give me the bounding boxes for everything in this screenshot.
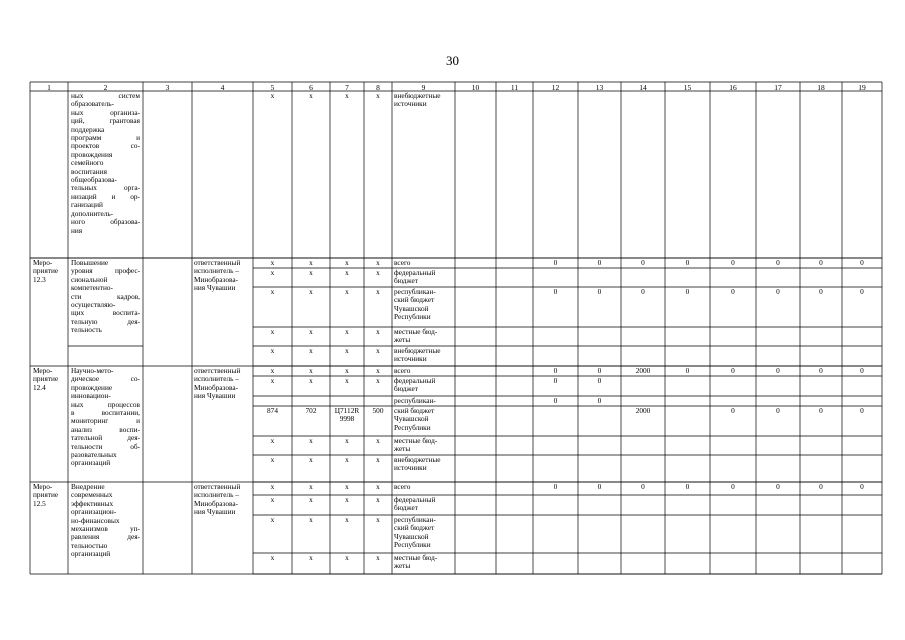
cell-funding-source-line: местные бюд- — [394, 553, 438, 562]
cell-amount: 0 — [685, 258, 690, 267]
cell-code: x — [270, 287, 275, 296]
measure-name-continued-line: провождения — [71, 149, 113, 159]
cell-code: x — [309, 455, 313, 464]
cell-code: x — [345, 91, 349, 100]
cell-code: x — [345, 366, 349, 375]
cell-amount: 0 — [597, 258, 602, 267]
measure-name-line: инновацион- — [71, 391, 111, 401]
cell-funding-source — [394, 397, 453, 405]
measure-name-continued-line: ных организа- — [71, 107, 140, 117]
cell-amount: 0 — [597, 376, 602, 385]
cell-funding-source-line: всего — [394, 482, 411, 491]
cell-funding-source-line: Чувашской — [394, 303, 429, 313]
measure-number-line: приятие — [33, 490, 59, 500]
responsible-executor — [194, 259, 251, 293]
responsible-executor-line: ния Чувашии — [194, 391, 236, 401]
responsible-executor-line: ния Чувашии — [194, 507, 236, 517]
cell-code: x — [376, 515, 380, 524]
cell-amount: 0 — [776, 258, 780, 267]
column-header: 2 — [103, 83, 108, 92]
cell-amount: 0 — [685, 287, 690, 296]
measure-name-line: компетентно- — [71, 283, 113, 293]
cell-funding-source — [394, 377, 453, 394]
cell-code: x — [309, 91, 313, 100]
cell-funding-source-line: внебюджетные — [394, 346, 441, 355]
measure-name-line: Внедрение — [71, 482, 105, 491]
cell-code: x — [309, 436, 313, 445]
measure-name-continued-line: программ и — [71, 133, 140, 143]
measure-number — [33, 259, 65, 284]
responsible-executor-line: исполнитель – — [194, 374, 239, 384]
cell-funding-source-line: федеральный — [394, 268, 436, 277]
cell-code: x — [376, 258, 380, 267]
cell-amount: 0 — [553, 396, 558, 405]
measure-number-line: Меро- — [33, 258, 53, 267]
column-header: 8 — [376, 83, 380, 92]
cell-amount: 0 — [819, 287, 823, 296]
cell-code: x — [376, 91, 380, 100]
cell-funding-source — [394, 259, 453, 267]
cell-funding-source — [394, 288, 453, 322]
cell-funding-source — [394, 367, 453, 375]
measure-name-line: сиональной — [71, 274, 108, 284]
cell-amount: 0 — [597, 366, 602, 375]
measure-name — [71, 483, 140, 559]
cell-funding-source-line: Республики — [394, 422, 431, 432]
measure-name-continued-line: ных систем — [71, 91, 140, 100]
column-header: 12 — [551, 83, 560, 92]
cell-code: x — [270, 482, 275, 491]
cell-funding-source-line: внебюджетные — [394, 91, 441, 100]
cell-code: x — [309, 482, 313, 491]
measure-number-line: приятие — [33, 266, 59, 276]
cell-code: x — [376, 553, 380, 562]
cell-amount: 0 — [553, 258, 558, 267]
column-header: 18 — [817, 83, 825, 92]
cell-code: x — [309, 553, 313, 562]
cell-funding-source — [394, 516, 453, 550]
measure-name-line: разовательных — [71, 450, 117, 460]
cell-amount: 0 — [860, 366, 864, 375]
cell-funding-source — [394, 269, 453, 286]
measure-name-line: провождение — [71, 382, 113, 392]
cell-code: x — [376, 376, 380, 385]
responsible-executor-line: Минобразова- — [194, 274, 239, 284]
responsible-executor-line: ответственный — [194, 258, 241, 267]
cell-funding-source-line: республикан- — [394, 515, 436, 524]
cell-code: x — [309, 258, 313, 267]
cell-amount: 0 — [819, 258, 823, 267]
measure-name-continued-line: семейного — [71, 158, 104, 168]
measure-name-line: сти кадров, — [71, 291, 140, 301]
measure-name-line: тельность — [71, 325, 102, 335]
cell-code: x — [345, 346, 349, 355]
measure-name-continued-line: дополнитель- — [71, 208, 114, 218]
cell-amount: 0 — [553, 482, 558, 491]
cell-funding-source-line: бюджет — [394, 384, 418, 394]
measure-name-continued — [71, 92, 140, 235]
cell-amount: 2000 — [635, 366, 651, 375]
measure-name-continued-line: ций, грантовая — [71, 116, 140, 126]
measure-name-line: равления дея- — [71, 532, 140, 542]
cell-funding-source-line: источники — [394, 354, 427, 364]
cell-code: x — [309, 346, 313, 355]
measure-name-line: щих воспита- — [71, 308, 140, 318]
cell-code: x — [376, 366, 380, 375]
cell-code: x — [270, 346, 275, 355]
measure-name-line: но-финансовых — [71, 515, 120, 525]
column-header: 16 — [729, 83, 737, 92]
cell-target-article: Ц7112R 9998 — [334, 406, 360, 424]
cell-code: x — [270, 376, 275, 385]
cell-amount: 0 — [685, 482, 690, 491]
column-header: 3 — [165, 83, 170, 92]
measure-name-line: эффективных — [71, 498, 114, 508]
cell-funding-source — [394, 437, 453, 454]
measure-name — [71, 259, 140, 335]
responsible-executor — [194, 367, 251, 401]
cell-code: x — [270, 495, 275, 504]
cell-code: 702 — [305, 406, 317, 415]
responsible-executor-line: ния Чувашии — [194, 283, 236, 293]
measure-number-line: приятие — [33, 374, 59, 384]
cell-code: x — [376, 268, 380, 277]
measure-name-continued-line: проектов со- — [71, 141, 140, 151]
cell-amount: 0 — [776, 406, 780, 415]
column-header: 11 — [510, 83, 519, 92]
measure-name-line: анализ воспи- — [71, 424, 140, 434]
cell-funding-source — [394, 456, 453, 473]
column-header: 6 — [309, 83, 313, 92]
responsible-executor-line: Минобразова- — [194, 498, 239, 508]
measure-name-continued-line: образователь- — [71, 99, 114, 109]
measure-name-continued-line: воспитания — [71, 166, 107, 176]
cell-funding-source-line: всего — [394, 258, 411, 267]
column-header: 5 — [270, 83, 275, 92]
cell-code: x — [376, 287, 380, 296]
responsible-executor-line: исполнитель – — [194, 266, 239, 276]
cell-code: x — [309, 287, 313, 296]
measure-name-line: дическое со- — [71, 374, 140, 384]
cell-amount: 0 — [819, 482, 823, 491]
measure-name-line: в воспитании, — [71, 408, 140, 418]
cell-code: x — [309, 495, 313, 504]
cell-amount: 0 — [860, 482, 864, 491]
cell-funding-source-line: жеты — [394, 444, 411, 454]
measure-name-continued-line: низаций и ор- — [71, 191, 140, 201]
measure-name-continued-line: ганизаций — [71, 200, 103, 210]
cell-funding-source — [394, 483, 453, 491]
cell-amount: 0 — [776, 366, 780, 375]
cell-code: x — [376, 327, 380, 336]
cell-amount: 0 — [860, 258, 864, 267]
cell-code: x — [345, 376, 349, 385]
cell-amount: 0 — [819, 406, 823, 415]
cell-amount: 0 — [553, 376, 558, 385]
column-header: 19 — [858, 83, 866, 92]
responsible-executor-line: исполнитель – — [194, 490, 239, 500]
measure-name-line: организаций — [71, 549, 111, 559]
cell-amount: 0 — [641, 287, 645, 296]
cell-amount: 0 — [597, 396, 602, 405]
responsible-executor-line: ответственный — [194, 366, 241, 375]
cell-funding-source-line: ский бюджет — [394, 523, 435, 533]
responsible-executor-line: ответственный — [194, 482, 241, 491]
cell-amount: 0 — [685, 366, 690, 375]
cell-code: 500 — [372, 406, 384, 415]
measure-name-line: Научно-мето- — [71, 366, 114, 375]
cell-funding-source-line: Чувашской — [394, 531, 429, 541]
cell-funding-source — [394, 328, 453, 345]
cell-code: x — [345, 268, 349, 277]
cell-amount: 0 — [553, 287, 558, 296]
measure-name-line: тательной дея- — [71, 433, 140, 443]
cell-code: x — [309, 327, 313, 336]
cell-code: x — [270, 258, 275, 267]
cell-code: x — [270, 366, 275, 375]
cell-funding-source-line: внебюджетные — [394, 455, 441, 464]
cell-funding-source-line: всего — [394, 366, 411, 375]
measure-name-continued-line: поддержка — [71, 124, 105, 134]
measure-name-line: уровня профес- — [71, 266, 140, 276]
cell-funding-source-line: Республики — [394, 540, 431, 550]
cell-funding-source — [394, 92, 453, 109]
cell-amount: 0 — [731, 366, 735, 375]
cell-code: x — [270, 436, 275, 445]
measure-name-line: тельную дея- — [71, 316, 140, 326]
cell-code: x — [345, 553, 349, 562]
measure-number-line: 12.4 — [33, 382, 46, 392]
cell-funding-source-line: федеральный — [394, 495, 436, 504]
cell-amount: 0 — [553, 366, 558, 375]
measure-number — [33, 483, 65, 508]
cell-code: x — [270, 553, 275, 562]
cell-funding-source — [394, 496, 453, 513]
cell-code: x — [345, 482, 349, 491]
column-header: 15 — [683, 83, 692, 92]
cell-amount: 0 — [860, 287, 864, 296]
measure-name-continued-line: тельных орга- — [71, 183, 140, 193]
measure-name-line: мониторинг и — [71, 416, 140, 426]
cell-code: x — [270, 327, 275, 336]
column-header: 14 — [639, 83, 647, 92]
cell-funding-source-line: местные бюд- — [394, 436, 438, 445]
cell-code: x — [376, 495, 380, 504]
cell-funding-source-line: Чувашской — [394, 414, 429, 424]
cell-code: x — [376, 436, 380, 445]
cell-amount: 0 — [731, 258, 735, 267]
cell-code: x — [376, 455, 380, 464]
column-header: 7 — [345, 83, 349, 92]
measure-name-continued-line: общеобразова- — [71, 175, 117, 185]
cell-amount: 0 — [597, 287, 602, 296]
cell-code: x — [345, 327, 349, 336]
cell-code: x — [270, 515, 275, 524]
page-number: 30 — [446, 53, 459, 68]
measure-number-line: Меро- — [33, 366, 53, 375]
cell-code: x — [345, 287, 349, 296]
column-header: 13 — [595, 83, 604, 92]
column-header: 10 — [471, 83, 480, 92]
cell-funding-source-line: ский бюджет — [394, 295, 435, 305]
cell-code: x — [345, 495, 349, 504]
cell-funding-source-line: источники — [394, 99, 427, 109]
measure-number — [33, 367, 65, 392]
measure-name-continued-line: ного образова- — [71, 217, 140, 227]
cell-code: x — [345, 258, 349, 267]
cell-code: x — [270, 268, 275, 277]
cell-funding-source-line: федеральный — [394, 376, 436, 385]
cell-code: x — [345, 515, 349, 524]
measure-number-line: Меро- — [33, 482, 53, 491]
cell-amount: 0 — [776, 482, 780, 491]
cell-funding-source-line: бюджет — [394, 503, 418, 513]
cell-amount: 0 — [819, 366, 823, 375]
cell-amount: 0 — [776, 287, 780, 296]
measure-name-line: ных процессов — [71, 399, 140, 409]
cell-funding-source-line: источники — [394, 463, 427, 473]
cell-amount: 0 — [731, 482, 735, 491]
cell-code: x — [345, 455, 349, 464]
column-header: 1 — [47, 83, 51, 92]
cell-amount: 2000 — [635, 406, 651, 415]
measure-name — [71, 367, 140, 468]
measure-name-line: механизмов уп- — [71, 524, 140, 534]
cell-amount: 0 — [597, 482, 602, 491]
cell-amount: 0 — [860, 406, 864, 415]
column-header: 4 — [220, 83, 225, 92]
column-header: 17 — [774, 83, 782, 92]
measure-name-line: организаций — [71, 458, 111, 468]
cell-funding-source — [394, 554, 453, 571]
cell-code: x — [376, 482, 380, 491]
measure-number-line: 12.3 — [33, 274, 46, 284]
cell-funding-source-line: республикан- — [394, 396, 436, 405]
cell-funding-source-line: бюджет — [394, 276, 418, 286]
measure-name-line: тельности об- — [71, 441, 140, 451]
column-header: 9 — [421, 83, 426, 92]
measure-name-line: осуществляю- — [71, 300, 116, 310]
responsible-executor-line: Минобразова- — [194, 382, 239, 392]
cell-funding-source-line: республикан- — [394, 287, 436, 296]
cell-code: x — [309, 515, 313, 524]
cell-funding-source-line: жеты — [394, 335, 411, 345]
cell-funding-source-line: Республики — [394, 312, 431, 322]
cell-code: 874 — [267, 406, 278, 415]
cell-amount: 0 — [731, 287, 735, 296]
cell-amount: 0 — [641, 258, 645, 267]
measure-name-line: современных — [71, 490, 113, 500]
cell-funding-source-line: ский бюджет — [394, 406, 435, 415]
cell-code: x — [270, 91, 275, 100]
measure-name-line: тельностью — [71, 540, 108, 550]
cell-code: x — [376, 346, 380, 355]
cell-code: x — [309, 366, 313, 375]
cell-funding-source-line: местные бюд- — [394, 327, 438, 336]
cell-code: x — [309, 268, 313, 277]
measure-name-continued-line: ния — [71, 225, 83, 235]
cell-funding-source — [394, 407, 453, 432]
responsible-executor — [194, 483, 251, 517]
cell-amount: 0 — [641, 482, 645, 491]
measure-name-line: организацион- — [71, 507, 117, 517]
measure-name-line: Повышение — [71, 258, 109, 267]
cell-code: x — [309, 376, 313, 385]
measure-number-line: 12.5 — [33, 498, 46, 508]
cell-code: x — [270, 455, 275, 464]
cell-funding-source-line: жеты — [394, 561, 411, 571]
cell-funding-source — [394, 347, 453, 364]
cell-code: x — [345, 436, 349, 445]
cell-amount: 0 — [731, 406, 735, 415]
